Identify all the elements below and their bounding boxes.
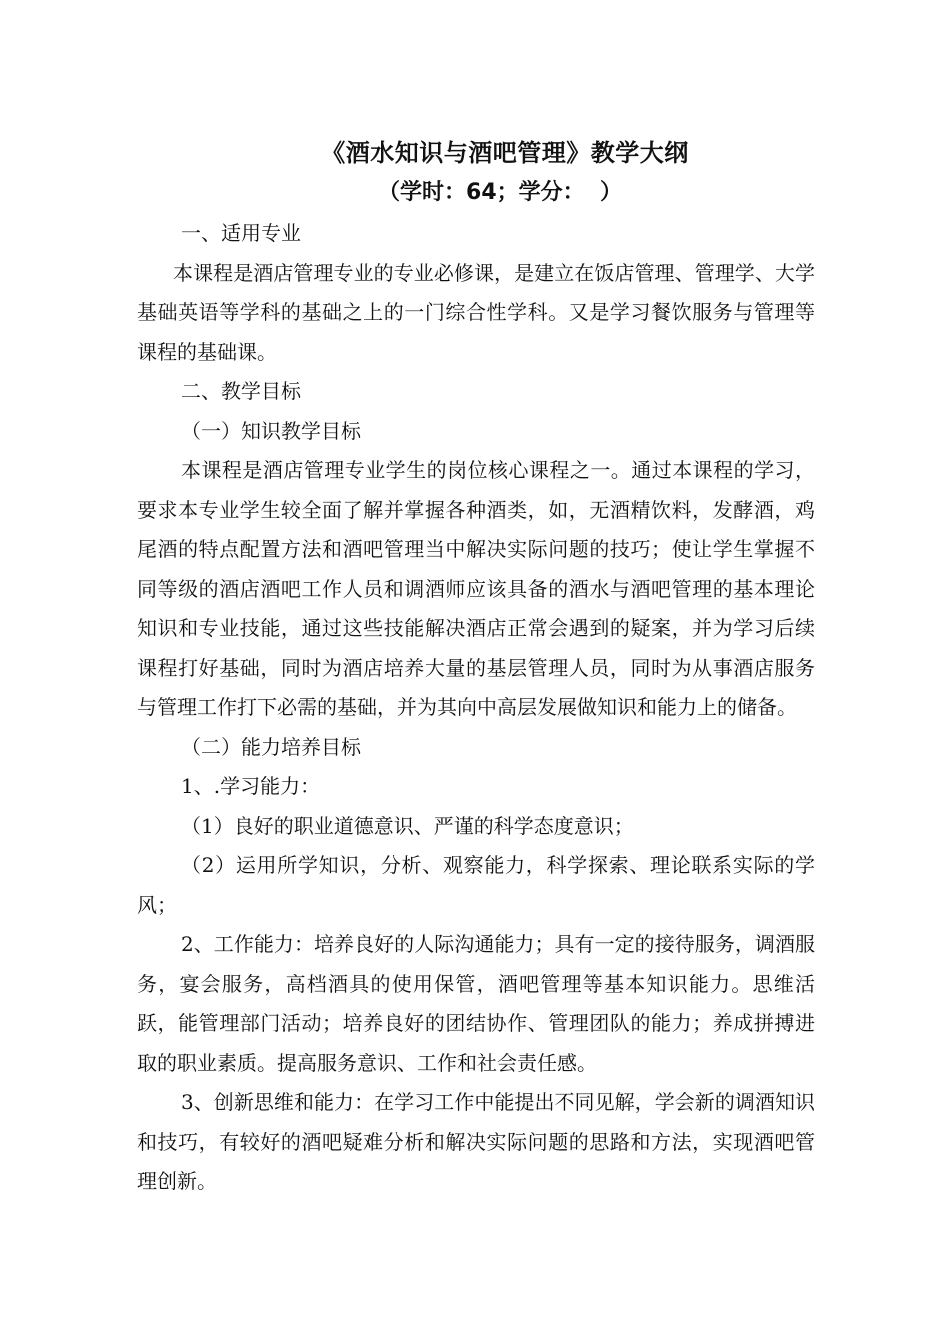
list-item-innovation: 3、创新思维和能力：在学习工作中能提出不同见解，学会新的调酒知识和技巧，有较好的酒吧疑难分析和解决实际问题的思路和方法，实现酒吧管理创新。 xyxy=(137,1090,815,1193)
document-body xyxy=(137,214,815,1202)
list-item-applied-knowledge: （2）运用所学知识，分析、观察能力，科学探索、理论联系实际的学风； xyxy=(137,853,815,917)
list-item-learning-ability: 1、.学习能力： xyxy=(181,774,321,798)
document-subtitle: （学时：64；学分： ） xyxy=(378,180,622,205)
section-heading-teaching-goals: 二、教学目标 xyxy=(181,379,301,403)
list-item-work-ability: 2、工作能力：培养良好的人际沟通能力；具有一定的接待服务，调酒服务，宴会服务，高档酒具的使用保管，酒吧管理等基本知识能力。思维活跃，能管理部门活动；培养良好的团结协作、管理团队的能力；养成拼搏进取的职业素质。提高服务意识、工作和社会责任感。 xyxy=(137,932,815,1075)
list-item-ethics: （1）良好的职业道德意识、严谨的科学态度意识； xyxy=(181,813,634,838)
section-heading-applicable-major: 一、适用专业 xyxy=(181,221,301,245)
subsection-heading-knowledge-goals: （一）知识教学目标 xyxy=(181,418,361,443)
document-title: 《酒水知识与酒吧管理》教学大纲 xyxy=(321,139,689,167)
paragraph-knowledge-goals: 本课程是酒店管理专业学生的岗位核心课程之一。通过本课程的学习，要求本专业学生较全面了解并掌握各种酒类，如，无酒精饮料，发酵酒，鸡尾酒的特点配置方法和酒吧管理当中解决实际问题的技巧；使让学生掌握不同等级的酒店酒吧工作人员和调酒师应该具备的酒水与酒吧管理的基本理论知识和专业技能，通过这些技能解决酒店正常会遇到的疑案，并为学习后续课程打好基础，同时为酒店培养大量的基层管理人员，同时为从事酒店服务与管理工作打下必需的基础，并为其向中高层发展做知识和能力上的储备。 xyxy=(137,458,815,719)
paragraph-course-description: 本课程是酒店管理专业的专业必修课，是建立在饭店管理、管理学、大学基础英语等学科的基础之上的一门综合性学科。又是学习餐饮服务与管理等课程的基础课。 xyxy=(137,260,815,364)
subsection-heading-ability-goals: （二）能力培养目标 xyxy=(181,734,361,759)
